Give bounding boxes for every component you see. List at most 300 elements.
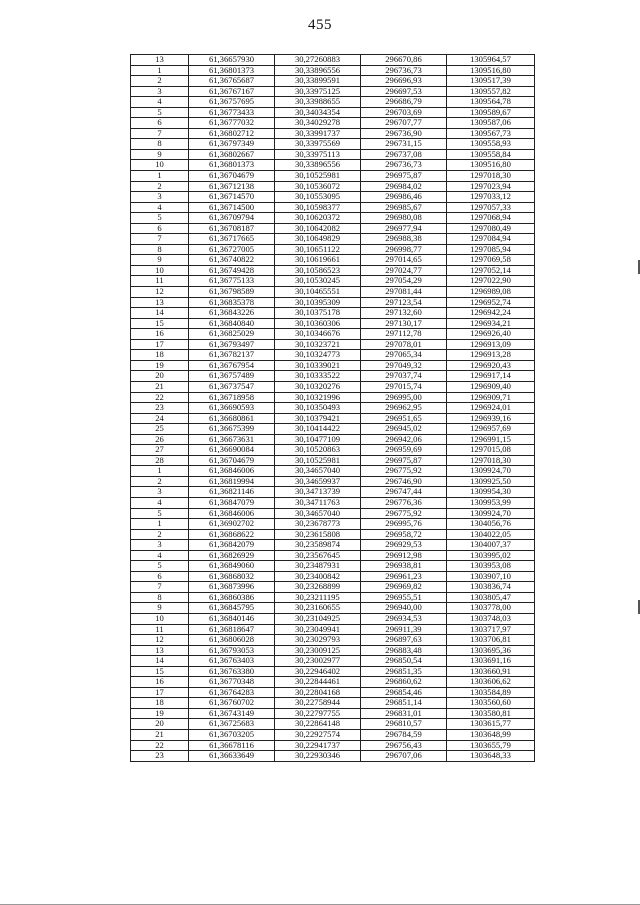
y-coordinate-cell: 1297015,08 (447, 445, 535, 456)
x-coordinate-cell: 297081,44 (361, 287, 447, 298)
latitude-cell: 61,36868032 (189, 571, 275, 582)
y-coordinate-cell: 1296913,09 (447, 339, 535, 350)
point-number-cell: 6 (131, 223, 189, 234)
latitude-cell: 61,36757695 (189, 97, 275, 108)
latitude-cell: 61,36757489 (189, 371, 275, 382)
y-coordinate-cell: 1309557,82 (447, 86, 535, 97)
point-number-cell: 13 (131, 55, 189, 66)
x-coordinate-cell: 297112,78 (361, 329, 447, 340)
x-coordinate-cell: 296959,69 (361, 445, 447, 456)
point-number-cell: 2 (131, 529, 189, 540)
point-number-cell: 10 (131, 265, 189, 276)
table-row (131, 413, 535, 424)
latitude-cell: 61,36725683 (189, 719, 275, 730)
x-coordinate-cell: 296851,14 (361, 698, 447, 709)
point-number-cell: 7 (131, 582, 189, 593)
point-number-cell: 27 (131, 445, 189, 456)
y-coordinate-cell: 1303655,79 (447, 740, 535, 751)
x-coordinate-cell: 296756,43 (361, 740, 447, 751)
y-coordinate-cell: 1297085,94 (447, 244, 535, 255)
latitude-cell: 61,36835378 (189, 297, 275, 308)
x-coordinate-cell: 296975,87 (361, 455, 447, 466)
y-coordinate-cell: 1309517,39 (447, 76, 535, 87)
latitude-cell: 61,36749428 (189, 265, 275, 276)
x-coordinate-cell: 296998,77 (361, 244, 447, 255)
x-coordinate-cell: 296883,48 (361, 645, 447, 656)
latitude-cell: 61,36818647 (189, 624, 275, 635)
x-coordinate-cell: 297024,77 (361, 265, 447, 276)
latitude-cell: 61,36680861 (189, 413, 275, 424)
table-row (131, 571, 535, 582)
point-number-cell: 15 (131, 318, 189, 329)
latitude-cell: 61,36743149 (189, 708, 275, 719)
y-coordinate-cell: 1303648,99 (447, 730, 535, 741)
longitude-cell: 30,34711763 (275, 497, 361, 508)
latitude-cell: 61,36678116 (189, 740, 275, 751)
table-row (131, 371, 535, 382)
y-coordinate-cell: 1296934,21 (447, 318, 535, 329)
table-row (131, 740, 535, 751)
point-number-cell: 13 (131, 297, 189, 308)
x-coordinate-cell: 296995,00 (361, 392, 447, 403)
point-number-cell: 22 (131, 392, 189, 403)
longitude-cell: 30,10333522 (275, 371, 361, 382)
y-coordinate-cell: 1297033,12 (447, 192, 535, 203)
y-coordinate-cell: 1296989,08 (447, 287, 535, 298)
longitude-cell: 30,23211195 (275, 592, 361, 603)
longitude-cell: 30,10320276 (275, 381, 361, 392)
longitude-cell: 30,10324773 (275, 350, 361, 361)
point-number-cell: 9 (131, 149, 189, 160)
table-row (131, 603, 535, 614)
y-coordinate-cell: 1305964,57 (447, 55, 535, 66)
table-row (131, 687, 535, 698)
latitude-cell: 61,36712138 (189, 181, 275, 192)
y-coordinate-cell: 1296920,43 (447, 360, 535, 371)
longitude-cell: 30,23029793 (275, 635, 361, 646)
y-coordinate-cell: 1303606,62 (447, 677, 535, 688)
x-coordinate-cell: 296775,92 (361, 466, 447, 477)
y-coordinate-cell: 1303953,08 (447, 561, 535, 572)
longitude-cell: 30,22946402 (275, 666, 361, 677)
y-coordinate-cell: 1303995,02 (447, 550, 535, 561)
coordinates-table (130, 54, 535, 762)
x-coordinate-cell: 296736,73 (361, 160, 447, 171)
latitude-cell: 61,36767954 (189, 360, 275, 371)
latitude-cell: 61,36868622 (189, 529, 275, 540)
latitude-cell: 61,36704679 (189, 455, 275, 466)
table-row (131, 582, 535, 593)
longitude-cell: 30,34657040 (275, 466, 361, 477)
point-number-cell: 7 (131, 128, 189, 139)
x-coordinate-cell: 296929,53 (361, 540, 447, 551)
point-number-cell: 2 (131, 76, 189, 87)
y-coordinate-cell: 1303717,97 (447, 624, 535, 635)
table-row (131, 149, 535, 160)
longitude-cell: 30,22844461 (275, 677, 361, 688)
table-row (131, 445, 535, 456)
y-coordinate-cell: 1296939,16 (447, 413, 535, 424)
x-coordinate-cell: 296707,77 (361, 118, 447, 129)
y-coordinate-cell: 1297018,30 (447, 455, 535, 466)
y-coordinate-cell: 1309567,73 (447, 128, 535, 139)
y-coordinate-cell: 1303836,74 (447, 582, 535, 593)
y-coordinate-cell: 1303805,47 (447, 592, 535, 603)
latitude-cell: 61,36737547 (189, 381, 275, 392)
longitude-cell: 30,10536072 (275, 181, 361, 192)
x-coordinate-cell: 296703,69 (361, 107, 447, 118)
longitude-cell: 30,33975125 (275, 86, 361, 97)
table-row (131, 508, 535, 519)
table-row (131, 76, 535, 87)
table-row (131, 318, 535, 329)
longitude-cell: 30,22804168 (275, 687, 361, 698)
table-row (131, 339, 535, 350)
table-row (131, 381, 535, 392)
longitude-cell: 30,10525981 (275, 455, 361, 466)
y-coordinate-cell: 1309589,67 (447, 107, 535, 118)
x-coordinate-cell: 297123,54 (361, 297, 447, 308)
table-row (131, 455, 535, 466)
longitude-cell: 30,22941737 (275, 740, 361, 751)
x-coordinate-cell: 296955,51 (361, 592, 447, 603)
x-coordinate-cell: 296945,02 (361, 424, 447, 435)
longitude-cell: 30,10598377 (275, 202, 361, 213)
table-row (131, 65, 535, 76)
point-number-cell: 19 (131, 708, 189, 719)
x-coordinate-cell: 296860,62 (361, 677, 447, 688)
latitude-cell: 61,36675399 (189, 424, 275, 435)
longitude-cell: 30,23615808 (275, 529, 361, 540)
longitude-cell: 30,10530245 (275, 276, 361, 287)
x-coordinate-cell: 297132,60 (361, 308, 447, 319)
latitude-cell: 61,36657930 (189, 55, 275, 66)
table-row (131, 265, 535, 276)
longitude-cell: 30,10525981 (275, 171, 361, 182)
table-row (131, 308, 535, 319)
point-number-cell: 20 (131, 719, 189, 730)
longitude-cell: 30,23160655 (275, 603, 361, 614)
x-coordinate-cell: 296850,54 (361, 656, 447, 667)
x-coordinate-cell: 296958,72 (361, 529, 447, 540)
longitude-cell: 30,23268899 (275, 582, 361, 593)
longitude-cell: 30,10620372 (275, 213, 361, 224)
latitude-cell: 61,36798589 (189, 287, 275, 298)
point-number-cell: 25 (131, 424, 189, 435)
table-row (131, 297, 535, 308)
y-coordinate-cell: 1303584,89 (447, 687, 535, 698)
table-row (131, 244, 535, 255)
longitude-cell: 30,10520863 (275, 445, 361, 456)
y-coordinate-cell: 1296917,14 (447, 371, 535, 382)
point-number-cell: 26 (131, 434, 189, 445)
table-row (131, 139, 535, 150)
longitude-cell: 30,22927574 (275, 730, 361, 741)
latitude-cell: 61,36718958 (189, 392, 275, 403)
latitude-cell: 61,36806028 (189, 635, 275, 646)
table-row (131, 202, 535, 213)
longitude-cell: 30,10586523 (275, 265, 361, 276)
x-coordinate-cell: 296697,53 (361, 86, 447, 97)
longitude-cell: 30,10414422 (275, 424, 361, 435)
longitude-cell: 30,23678773 (275, 519, 361, 530)
latitude-cell: 61,36767167 (189, 86, 275, 97)
x-coordinate-cell: 296810,57 (361, 719, 447, 730)
y-coordinate-cell: 1309925,50 (447, 476, 535, 487)
point-number-cell: 19 (131, 360, 189, 371)
latitude-cell: 61,36843226 (189, 308, 275, 319)
latitude-cell: 61,36825029 (189, 329, 275, 340)
latitude-cell: 61,36826929 (189, 550, 275, 561)
table-row (131, 540, 535, 551)
point-number-cell: 11 (131, 276, 189, 287)
point-number-cell: 8 (131, 139, 189, 150)
point-number-cell: 5 (131, 508, 189, 519)
y-coordinate-cell: 1303648,33 (447, 751, 535, 762)
y-coordinate-cell: 1309953,99 (447, 497, 535, 508)
x-coordinate-cell: 296988,38 (361, 234, 447, 245)
x-coordinate-cell: 296986,46 (361, 192, 447, 203)
table-row (131, 360, 535, 371)
y-coordinate-cell: 1304022,05 (447, 529, 535, 540)
latitude-cell: 61,36801373 (189, 65, 275, 76)
x-coordinate-cell: 296731,15 (361, 139, 447, 150)
longitude-cell: 30,10375178 (275, 308, 361, 319)
longitude-cell: 30,33975113 (275, 149, 361, 160)
point-number-cell: 17 (131, 687, 189, 698)
point-number-cell: 5 (131, 561, 189, 572)
y-coordinate-cell: 1303691,16 (447, 656, 535, 667)
table-row (131, 645, 535, 656)
point-number-cell: 10 (131, 613, 189, 624)
table-row (131, 276, 535, 287)
table-row (131, 434, 535, 445)
longitude-cell: 30,34029278 (275, 118, 361, 129)
point-number-cell: 8 (131, 592, 189, 603)
table-row (131, 403, 535, 414)
x-coordinate-cell: 296911,39 (361, 624, 447, 635)
longitude-cell: 30,10346676 (275, 329, 361, 340)
latitude-cell: 61,36727005 (189, 244, 275, 255)
longitude-cell: 30,10477109 (275, 434, 361, 445)
latitude-cell: 61,36819994 (189, 476, 275, 487)
x-coordinate-cell: 296670,86 (361, 55, 447, 66)
point-number-cell: 8 (131, 244, 189, 255)
longitude-cell: 30,33975569 (275, 139, 361, 150)
longitude-cell: 30,34659937 (275, 476, 361, 487)
y-coordinate-cell: 1309924,70 (447, 466, 535, 477)
point-number-cell: 4 (131, 97, 189, 108)
y-coordinate-cell: 1297023,94 (447, 181, 535, 192)
table-row (131, 550, 535, 561)
table-row (131, 107, 535, 118)
x-coordinate-cell: 296784,59 (361, 730, 447, 741)
latitude-cell: 61,36633649 (189, 751, 275, 762)
latitude-cell: 61,36782137 (189, 350, 275, 361)
longitude-cell: 30,22797755 (275, 708, 361, 719)
y-coordinate-cell: 1309516,80 (447, 160, 535, 171)
table-row (131, 181, 535, 192)
latitude-cell: 61,36763380 (189, 666, 275, 677)
x-coordinate-cell: 296980,08 (361, 213, 447, 224)
point-number-cell: 17 (131, 339, 189, 350)
longitude-cell: 30,23002977 (275, 656, 361, 667)
table-row (131, 751, 535, 762)
latitude-cell: 61,36703205 (189, 730, 275, 741)
y-coordinate-cell: 1296909,40 (447, 381, 535, 392)
x-coordinate-cell: 296707,06 (361, 751, 447, 762)
point-number-cell: 18 (131, 698, 189, 709)
x-coordinate-cell: 297054,29 (361, 276, 447, 287)
y-coordinate-cell: 1297068,94 (447, 213, 535, 224)
y-coordinate-cell: 1297057,33 (447, 202, 535, 213)
table-row (131, 223, 535, 234)
table-row (131, 287, 535, 298)
latitude-cell: 61,36793497 (189, 339, 275, 350)
x-coordinate-cell: 297130,17 (361, 318, 447, 329)
x-coordinate-cell: 296940,00 (361, 603, 447, 614)
table-row (131, 97, 535, 108)
table-row (131, 708, 535, 719)
y-coordinate-cell: 1303660,91 (447, 666, 535, 677)
table-row (131, 666, 535, 677)
point-number-cell: 28 (131, 455, 189, 466)
x-coordinate-cell: 297065,34 (361, 350, 447, 361)
table-row (131, 719, 535, 730)
point-number-cell: 15 (131, 666, 189, 677)
point-number-cell: 9 (131, 255, 189, 266)
y-coordinate-cell: 1303560,60 (447, 698, 535, 709)
y-coordinate-cell: 1296926,40 (447, 329, 535, 340)
point-number-cell: 1 (131, 466, 189, 477)
latitude-cell: 61,36765687 (189, 76, 275, 87)
point-number-cell: 2 (131, 181, 189, 192)
x-coordinate-cell: 297037,74 (361, 371, 447, 382)
point-number-cell: 23 (131, 403, 189, 414)
latitude-cell: 61,36704679 (189, 171, 275, 182)
point-number-cell: 18 (131, 350, 189, 361)
latitude-cell: 61,36821146 (189, 487, 275, 498)
latitude-cell: 61,36801373 (189, 160, 275, 171)
latitude-cell: 61,36760702 (189, 698, 275, 709)
y-coordinate-cell: 1296942,24 (447, 308, 535, 319)
y-coordinate-cell: 1296909,71 (447, 392, 535, 403)
longitude-cell: 30,22864148 (275, 719, 361, 730)
longitude-cell: 30,10619661 (275, 255, 361, 266)
latitude-cell: 61,36708187 (189, 223, 275, 234)
table-row (131, 255, 535, 266)
point-number-cell: 20 (131, 371, 189, 382)
x-coordinate-cell: 296934,53 (361, 613, 447, 624)
longitude-cell: 30,23400842 (275, 571, 361, 582)
table-row (131, 466, 535, 477)
latitude-cell: 61,36840840 (189, 318, 275, 329)
x-coordinate-cell: 296775,92 (361, 508, 447, 519)
x-coordinate-cell: 296984,02 (361, 181, 447, 192)
x-coordinate-cell: 296747,44 (361, 487, 447, 498)
longitude-cell: 30,22758944 (275, 698, 361, 709)
table-row (131, 529, 535, 540)
point-number-cell: 4 (131, 202, 189, 213)
table-row (131, 128, 535, 139)
point-number-cell: 10 (131, 160, 189, 171)
page-number: 455 (308, 17, 332, 33)
y-coordinate-cell: 1296952,74 (447, 297, 535, 308)
point-number-cell: 6 (131, 118, 189, 129)
latitude-cell: 61,36793053 (189, 645, 275, 656)
point-number-cell: 24 (131, 413, 189, 424)
y-coordinate-cell: 1309587,06 (447, 118, 535, 129)
y-coordinate-cell: 1309954,30 (447, 487, 535, 498)
point-number-cell: 3 (131, 86, 189, 97)
x-coordinate-cell: 296969,82 (361, 582, 447, 593)
longitude-cell: 30,10323721 (275, 339, 361, 350)
table-row (131, 677, 535, 688)
point-number-cell: 12 (131, 287, 189, 298)
table-row (131, 160, 535, 171)
longitude-cell: 30,10350493 (275, 403, 361, 414)
point-number-cell: 1 (131, 519, 189, 530)
longitude-cell: 30,22930346 (275, 751, 361, 762)
x-coordinate-cell: 297014,65 (361, 255, 447, 266)
table-row (131, 698, 535, 709)
table-row (131, 497, 535, 508)
longitude-cell: 30,23567645 (275, 550, 361, 561)
y-coordinate-cell: 1304056,76 (447, 519, 535, 530)
point-number-cell: 1 (131, 65, 189, 76)
table-row (131, 86, 535, 97)
point-number-cell: 6 (131, 571, 189, 582)
x-coordinate-cell: 296776,36 (361, 497, 447, 508)
x-coordinate-cell: 296831,01 (361, 708, 447, 719)
latitude-cell: 61,36763403 (189, 656, 275, 667)
y-coordinate-cell: 1309924,70 (447, 508, 535, 519)
longitude-cell: 30,34657040 (275, 508, 361, 519)
point-number-cell: 22 (131, 740, 189, 751)
x-coordinate-cell: 296995,76 (361, 519, 447, 530)
table-row (131, 592, 535, 603)
latitude-cell: 61,36764283 (189, 687, 275, 698)
latitude-cell: 61,36847079 (189, 497, 275, 508)
y-coordinate-cell: 1303778,00 (447, 603, 535, 614)
latitude-cell: 61,36873996 (189, 582, 275, 593)
point-number-cell: 7 (131, 234, 189, 245)
y-coordinate-cell: 1296957,69 (447, 424, 535, 435)
latitude-cell: 61,36846006 (189, 466, 275, 477)
point-number-cell: 3 (131, 540, 189, 551)
latitude-cell: 61,36902702 (189, 519, 275, 530)
latitude-cell: 61,36775133 (189, 276, 275, 287)
table-row (131, 487, 535, 498)
latitude-cell: 61,36709794 (189, 213, 275, 224)
table-row (131, 192, 535, 203)
longitude-cell: 30,10379421 (275, 413, 361, 424)
table-row (131, 624, 535, 635)
point-number-cell: 11 (131, 624, 189, 635)
table-row (131, 171, 535, 182)
latitude-cell: 61,36849060 (189, 561, 275, 572)
y-coordinate-cell: 1297052,14 (447, 265, 535, 276)
x-coordinate-cell: 296975,87 (361, 171, 447, 182)
latitude-cell: 61,36840146 (189, 613, 275, 624)
latitude-cell: 61,36846006 (189, 508, 275, 519)
point-number-cell: 1 (131, 171, 189, 182)
table-row (131, 392, 535, 403)
point-number-cell: 14 (131, 308, 189, 319)
table-row (131, 635, 535, 646)
y-coordinate-cell: 1309558,93 (447, 139, 535, 150)
latitude-cell: 61,36717665 (189, 234, 275, 245)
